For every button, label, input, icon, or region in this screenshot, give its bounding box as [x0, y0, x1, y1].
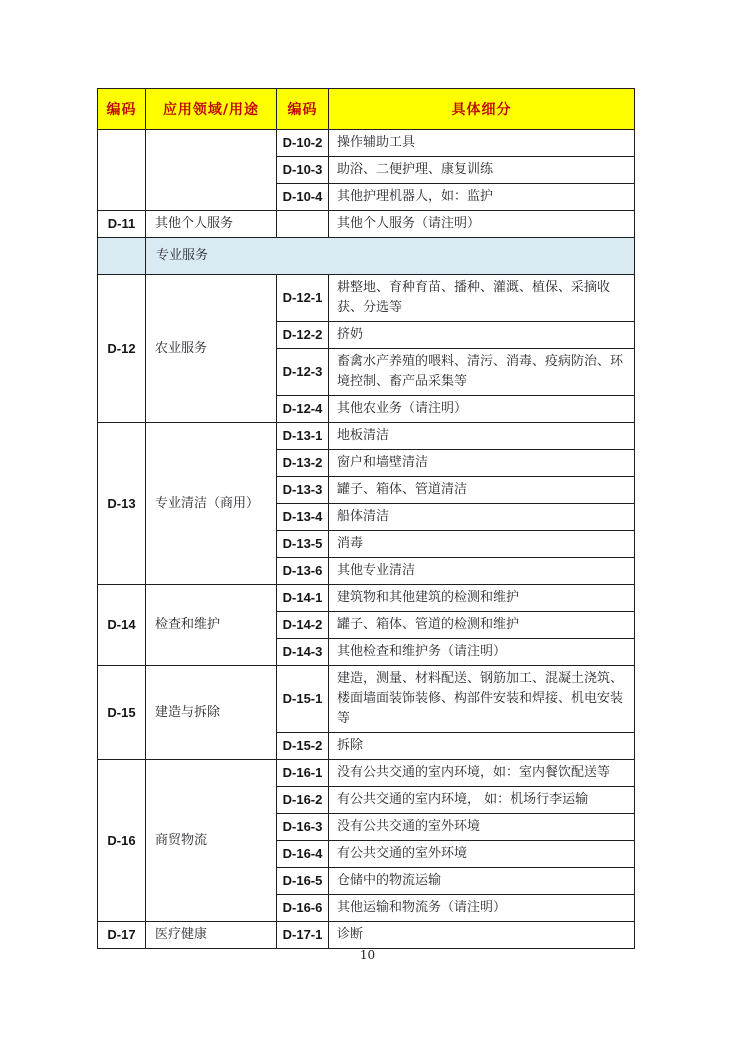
- code-cell: D-15-1: [277, 666, 329, 733]
- detail-cell: 其他护理机器人，如：监护: [329, 184, 635, 211]
- table-row: [98, 130, 635, 157]
- section-label-cell: 专业服务: [146, 238, 635, 275]
- code-cell: D-12-2: [277, 322, 329, 349]
- detail-cell: 罐子、箱体、管道清洁: [329, 477, 635, 504]
- code-cell: [98, 238, 146, 275]
- table-header-row: [98, 89, 635, 130]
- field-cell: 检查和维护: [146, 585, 277, 666]
- detail-cell: 其他检查和维护务（请注明）: [329, 639, 635, 666]
- code-cell: D-13-3: [277, 477, 329, 504]
- field-cell: 商贸物流: [146, 760, 277, 922]
- field-cell: 建造与拆除: [146, 666, 277, 760]
- code-cell: D-16-6: [277, 895, 329, 922]
- table-row: [98, 922, 635, 949]
- detail-cell: 挤奶: [329, 322, 635, 349]
- code-cell: D-14: [98, 585, 146, 666]
- code-cell: D-13-5: [277, 531, 329, 558]
- field-cell: 专业清洁（商用）: [146, 423, 277, 585]
- detail-cell: 没有公共交通的室外环境: [329, 814, 635, 841]
- classification-table: [97, 88, 635, 949]
- code-cell: D-11: [98, 211, 146, 238]
- detail-cell: 拆除: [329, 733, 635, 760]
- code-cell: D-12-4: [277, 396, 329, 423]
- code-cell: [98, 130, 146, 211]
- header-code-2: 编码: [277, 89, 329, 130]
- detail-cell: 船体清洁: [329, 504, 635, 531]
- detail-cell: 罐子、箱体、管道的检测和维护: [329, 612, 635, 639]
- detail-cell: 诊断: [329, 922, 635, 949]
- table-row: [98, 585, 635, 612]
- detail-cell: 地板清洁: [329, 423, 635, 450]
- field-cell: 农业服务: [146, 275, 277, 423]
- detail-cell: 其他运输和物流务（请注明）: [329, 895, 635, 922]
- detail-cell: 没有公共交通的室内环境，如：室内餐饮配送等: [329, 760, 635, 787]
- field-cell: 医疗健康: [146, 922, 277, 949]
- code-cell: D-16-5: [277, 868, 329, 895]
- section-row: [98, 238, 635, 275]
- code-cell: D-14-1: [277, 585, 329, 612]
- table-row: [98, 211, 635, 238]
- field-cell: [146, 130, 277, 211]
- detail-cell: 畜禽水产养殖的喂料、清污、消毒、疫病防治、环境控制、畜产品采集等: [329, 349, 635, 396]
- detail-cell: 建造，测量、材料配送、钢筋加工、混凝土浇筑、楼面墙面装饰装修、构部件安装和焊接、机电安装等: [329, 666, 635, 733]
- code-cell: D-12: [98, 275, 146, 423]
- table-row: [98, 760, 635, 787]
- page-number: 10: [359, 948, 376, 962]
- code-cell: D-16-3: [277, 814, 329, 841]
- header-application-field: 应用领域/用途: [146, 89, 277, 130]
- code-cell: D-10-4: [277, 184, 329, 211]
- detail-cell: 操作辅助工具: [329, 130, 635, 157]
- code-cell: D-14-3: [277, 639, 329, 666]
- code-cell: D-16-1: [277, 760, 329, 787]
- header-detail: 具体细分: [329, 89, 635, 130]
- code-cell: D-13-2: [277, 450, 329, 477]
- detail-cell: 仓储中的物流运输: [329, 868, 635, 895]
- header-code-1: 编码: [98, 89, 146, 130]
- detail-cell: 其他专业清洁: [329, 558, 635, 585]
- code-cell: D-12-1: [277, 275, 329, 322]
- detail-cell: 助浴、二便护理、康复训练: [329, 157, 635, 184]
- code-cell: D-13-1: [277, 423, 329, 450]
- code-cell: D-16-4: [277, 841, 329, 868]
- code-cell: D-17: [98, 922, 146, 949]
- detail-cell: 其他农业务（请注明）: [329, 396, 635, 423]
- table-row: [98, 423, 635, 450]
- code-cell: D-16-2: [277, 787, 329, 814]
- code-cell: D-14-2: [277, 612, 329, 639]
- detail-cell: 建筑物和其他建筑的检测和维护: [329, 585, 635, 612]
- detail-cell: 有公共交通的室外环境: [329, 841, 635, 868]
- code-cell: D-16: [98, 760, 146, 922]
- table-row: [98, 275, 635, 322]
- code-cell: D-10-2: [277, 130, 329, 157]
- table-row: [98, 666, 635, 733]
- detail-cell: 其他个人服务（请注明）: [329, 211, 635, 238]
- detail-cell: 窗户和墙壁清洁: [329, 450, 635, 477]
- detail-cell: 消毒: [329, 531, 635, 558]
- code-cell: D-15-2: [277, 733, 329, 760]
- code-cell: D-17-1: [277, 922, 329, 949]
- field-cell: 其他个人服务: [146, 211, 277, 238]
- code-cell: D-15: [98, 666, 146, 760]
- detail-cell: 有公共交通的室内环境， 如：机场行李运输: [329, 787, 635, 814]
- detail-cell: 耕整地、育种育苗、播种、灌溉、植保、采摘收获、分选等: [329, 275, 635, 322]
- code-cell: D-10-3: [277, 157, 329, 184]
- code-cell: D-13-4: [277, 504, 329, 531]
- code-cell: D-13: [98, 423, 146, 585]
- code-cell: D-12-3: [277, 349, 329, 396]
- code-cell: [277, 211, 329, 238]
- code-cell: D-13-6: [277, 558, 329, 585]
